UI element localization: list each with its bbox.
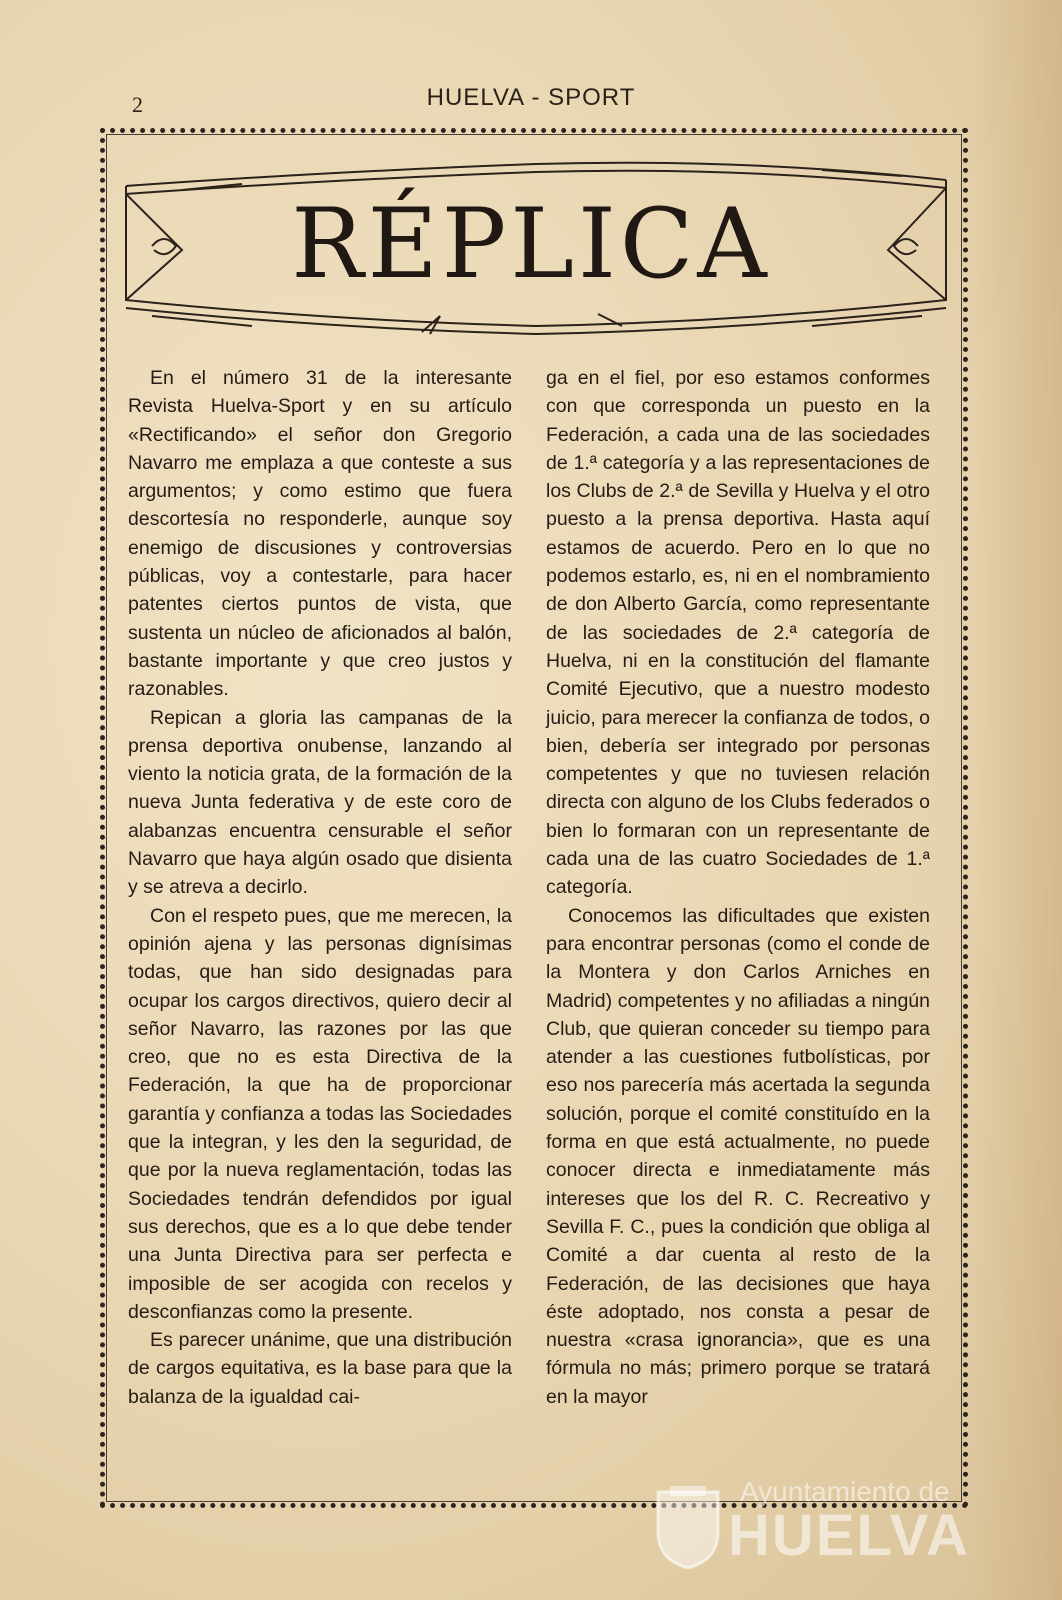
paragraph: Con el respeto pues, que me merecen, la opinión ajena y las personas dignísimas todas, que han sido designadas para ocupar los cargos directivos, quiero decir al señor Navarro, las razones por las que creo, que no es esta Directiva de la Federación, la que ha de proporcionar garantía y confianza a todas las Sociedades que la integran, y les den la seguridad, de que por la nueva reglamentación, todas las Sociedades tendrán defendidos por igual sus derechos, que es a lo que debe tender una Junta Directiva para ser perfecta e imposible de ser acogida con recelos y desconfianzas como la presente. bbox=[128, 904, 512, 1323]
paragraph: ga en el fiel, por eso estamos conformes con que corresponda un puesto en la Federación, a cada una de las sociedades de 1.ª categoría y a las representaciones de los Clubs de 2.ª de Sevilla y Huelva y el otro puesto a la prensa deportiva. Hasta aquí estamos de acuerdo. Pero en lo que no podemos estarlo, es, ni en el nombramiento de don Alberto García, como representante de las sociedades de 2.ª categoría de Huelva, ni en la constitución del flamante Comité Ejecutivo, que a nuestro modesto juicio, para merecer la confianza de todos, o bien, debería ser integrado por personas competentes y que no tuviesen relación directa con alguno de los Clubs federados o bien lo formaran con un representante de cada una de las cuatro Sociedades de 1.ª categoría. bbox=[546, 367, 930, 899]
publication-header: HUELVA - SPORT bbox=[426, 84, 636, 111]
watermark-line1: Ayuntamiento de bbox=[740, 1476, 950, 1507]
archive-watermark bbox=[650, 1468, 1000, 1578]
paragraph: Repican a gloria las campanas de la prensa deportiva onubense, lanzando al viento la noticia grata, de la formación de la nueva Junta federativa y de este coro de alabanzas encuentra censurable el señor Navarro que haya algún osado que disienta y se atreva a decirlo. bbox=[128, 706, 512, 899]
page-number: 2 bbox=[132, 92, 143, 117]
right-column bbox=[546, 364, 930, 1411]
article-title: RÉPLICA bbox=[291, 188, 771, 300]
municipal-shield-icon bbox=[650, 1482, 726, 1572]
watermark-line2: HUELVA bbox=[728, 1503, 970, 1568]
paragraph: En el número 31 de la interesante Revista Huelva-Sport y en su artículo «Rectificando» el señor don Gregorio Navarro me emplaza a que conteste a sus argumentos; y como estimo que fuera descortesía no responderle, aunque soy enemigo de discusiones y controversias públicas, voy a contestarle, para hacer patentes ciertos puntos de vista, que sustenta un núcleo de aficionados al balón, bastante importante y que creo justos y razonables. bbox=[128, 367, 512, 701]
left-column bbox=[128, 364, 512, 1411]
paragraph: Es parecer unánime, que una distribución de cargos equitativa, es la base para que la balanza de la igualdad cai- bbox=[128, 1329, 512, 1408]
paragraph: Conocemos las dificultades que existen para encontrar personas (como el conde de la Montera y don Carlos Arniches en Madrid) competentes y no afiliadas a ningún Club, que quieran conceder su tiempo para atender a las cuestiones futbolísticas, por eso nos parecería más acertada la segunda solución, porque el comité constituído en la forma en que está actualmente, no puede conocer directa e inmediatamente más intereses que los del R. C. Recreativo y Sevilla F. C., pues la condición que obliga al Comité a dar cuenta al resto de la Federación, de las decisiones que haya éste adoptado, nos consta a pesar de nuestra «crasa ignorancia», que es una fórmula no más; primero porque se tratará en la mayor bbox=[546, 904, 930, 1408]
